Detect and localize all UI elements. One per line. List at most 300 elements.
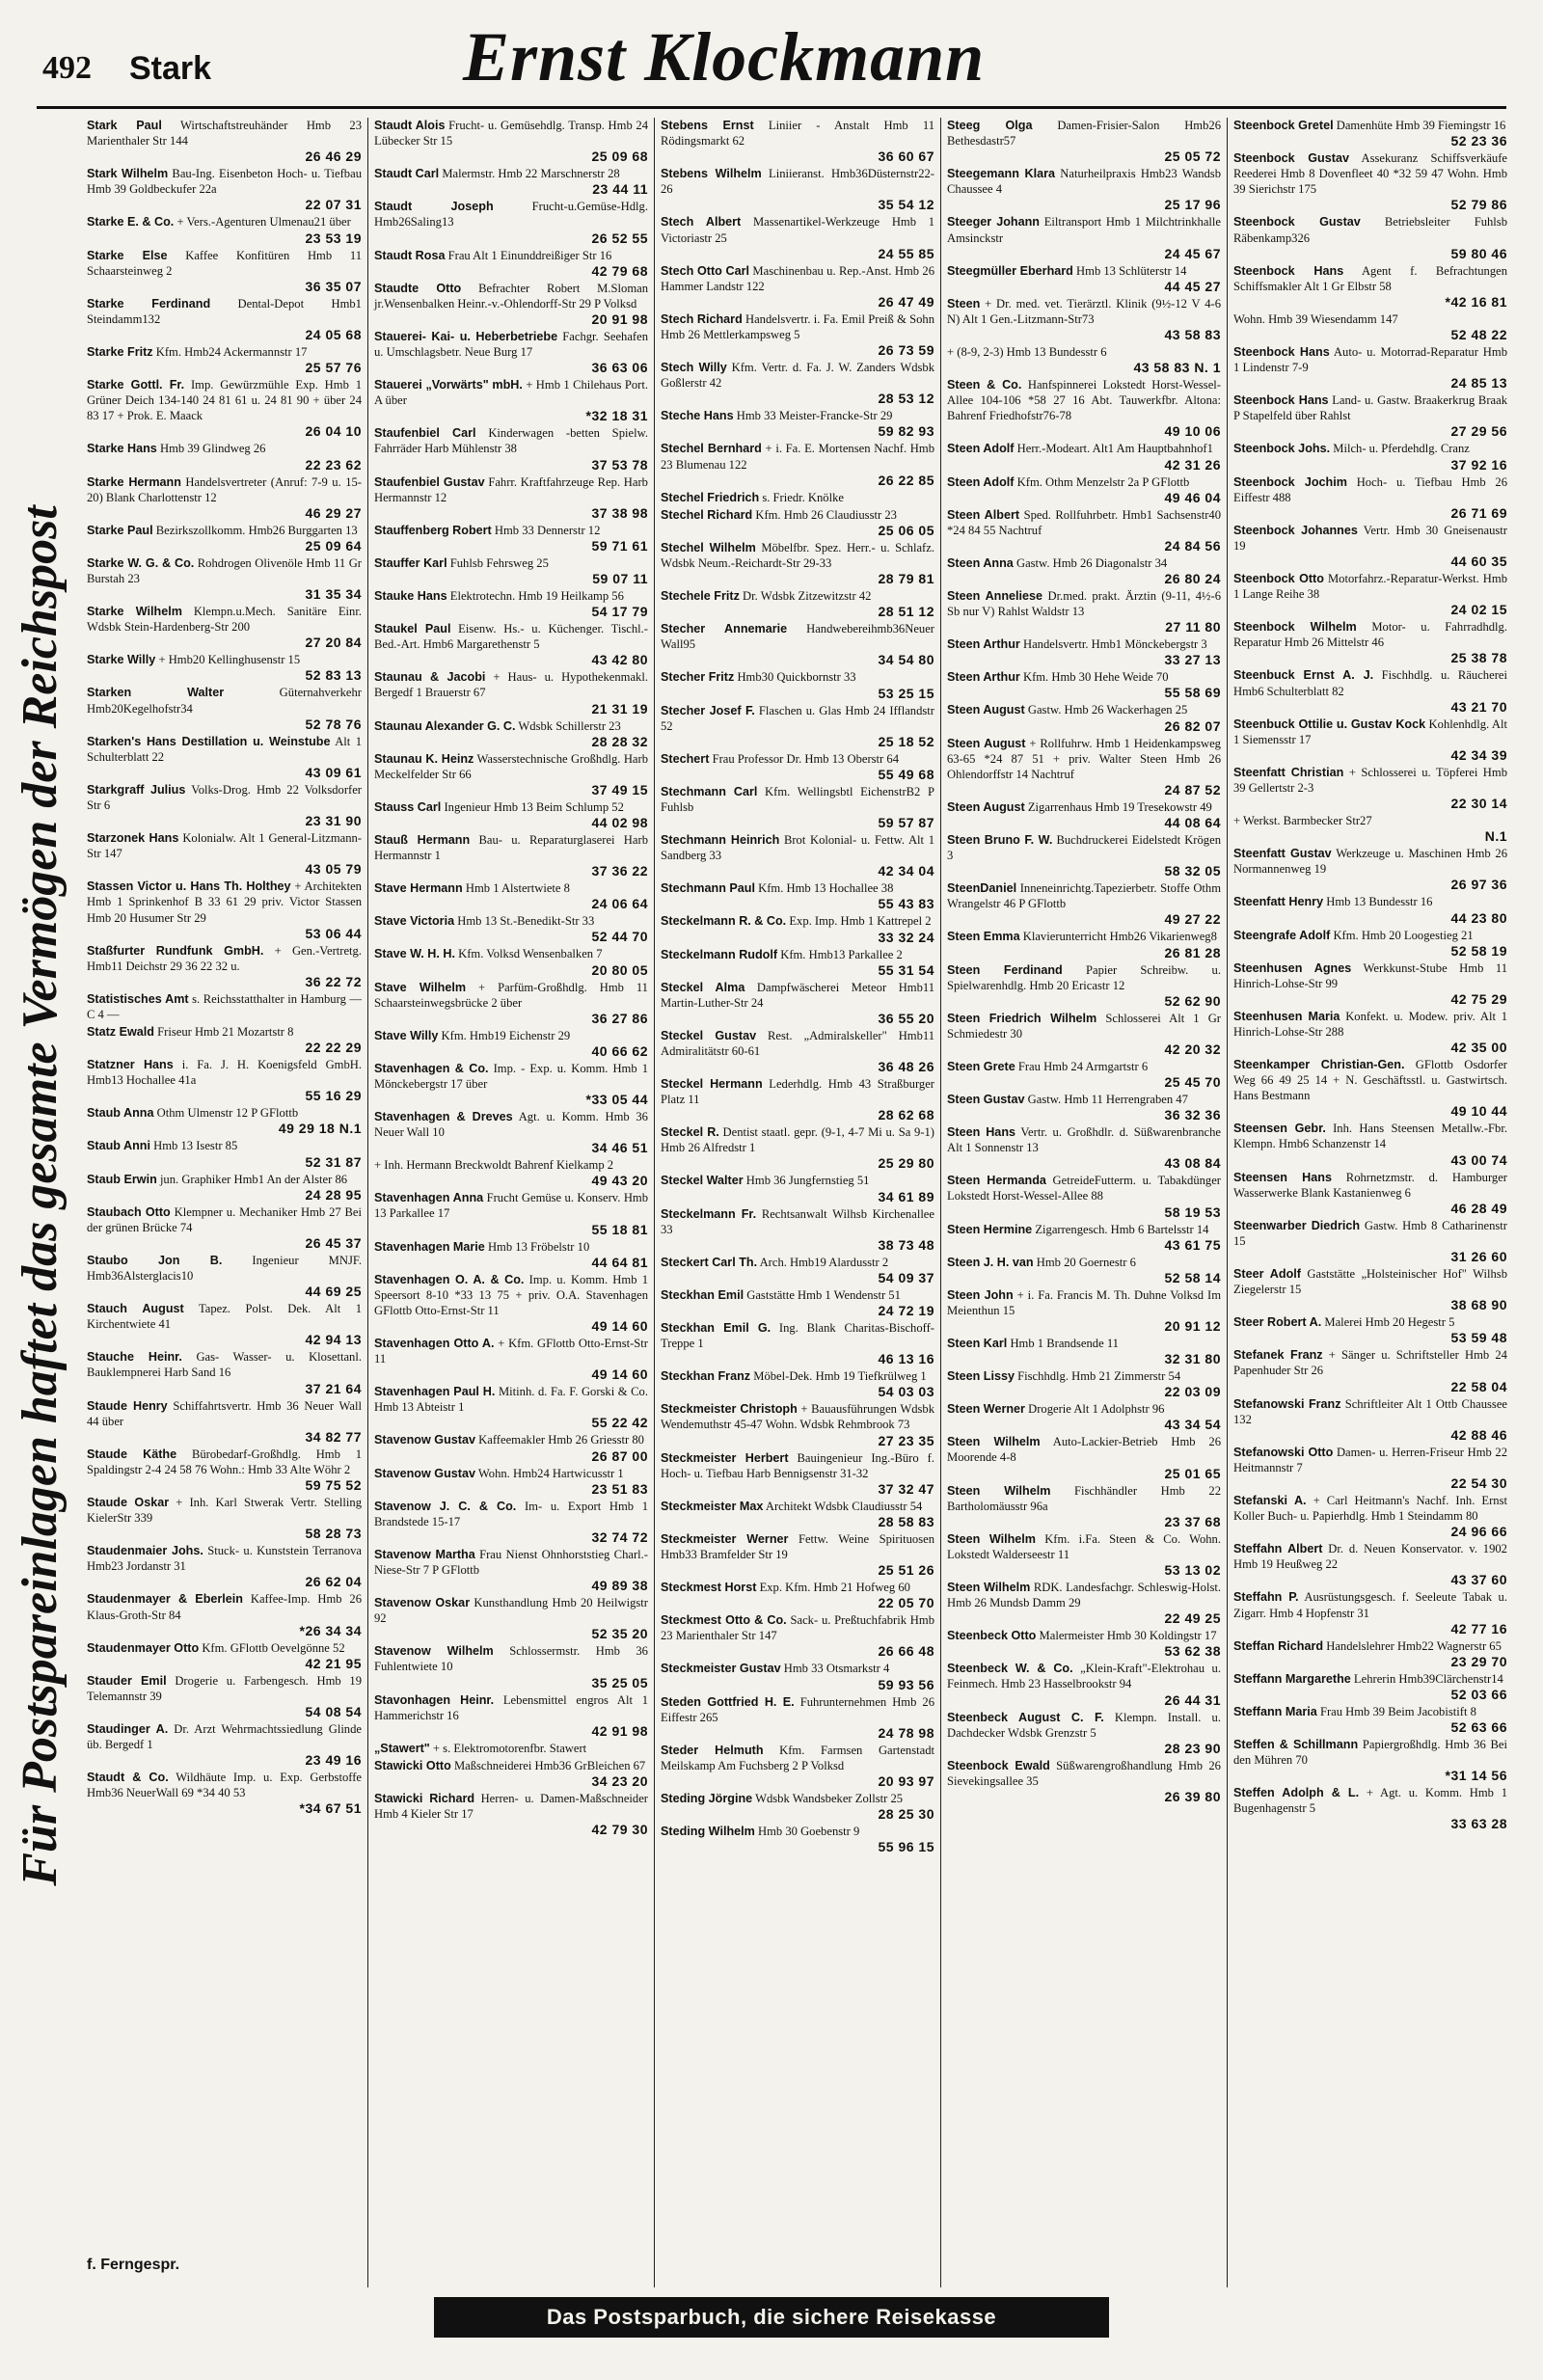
- directory-entry: [1233, 1589, 1507, 1636]
- directory-entry: [661, 490, 934, 505]
- entry-phone: 42 79 68: [591, 262, 648, 279]
- entry-details: Flaschen u. Glas Hmb 24 Ifflandstr 52: [661, 703, 934, 733]
- directory-entry: [947, 214, 1221, 260]
- entry-phone: 35 25 05: [591, 1674, 648, 1690]
- entry-phone: 26 87 00: [591, 1447, 648, 1464]
- entry-phone: 28 51 12: [878, 604, 934, 620]
- directory-entry: [661, 588, 934, 619]
- directory-entry: [1233, 1638, 1507, 1669]
- entry-details: + s. Elektromotorenfbr. Stawert: [432, 1741, 587, 1755]
- entry-details: Kfm. Volksd Wensenbalken 7: [458, 947, 603, 961]
- entry-details: Maßschneiderei Hmb36 GrBleichen 67: [453, 1758, 646, 1772]
- entry-details: Hmb 13 Isestr 85: [153, 1139, 238, 1153]
- entry-phone: 43 05 79: [305, 861, 362, 878]
- entry-name: Staufenbiel Carl: [374, 426, 476, 441]
- entry-phone: 26 82 07: [1164, 717, 1221, 734]
- entry-name: Steegemann Klara: [947, 167, 1056, 181]
- directory-entry: [87, 1349, 362, 1395]
- entry-details: + Hmb20 Kellinghusenstr 15: [158, 653, 301, 667]
- entry-details: Agt. u. Komm. Hmb 36 Neuer Wall 10: [374, 1110, 648, 1140]
- entry-name: Starke W. G. & Co.: [87, 555, 195, 570]
- entry-name: Staunau & Jacobi: [374, 670, 486, 685]
- entry-details: Ausrüstungsgesch. f. Seeleute Tabak u. Zigarr. Hmb 4 Hopfenstr 31: [1233, 1590, 1507, 1620]
- entry-details: Betriebsleiter Fuhlsb Räbenkamp326: [1233, 215, 1507, 245]
- entry-name: Steen Emma: [947, 930, 1020, 944]
- entry-details: Othm Ulmenstr 12 P GFlottb: [156, 1106, 299, 1121]
- entry-name: Stavenhagen & Dreves: [374, 1110, 513, 1124]
- entry-details: Stuck- u. Kunststein Terranova Hmb23 Jordanstr 31: [87, 1544, 362, 1574]
- entry-phone: 43 37 60: [1450, 1572, 1507, 1588]
- entry-name: Stecher Josef F.: [661, 703, 755, 717]
- entry-name: Starkgraff Julius: [87, 782, 186, 797]
- entry-phone: 55 18 81: [591, 1221, 648, 1237]
- directory-entry: [947, 344, 1221, 375]
- directory-entry: [87, 1138, 362, 1169]
- entry-phone: 52 79 86: [1450, 197, 1507, 213]
- directory-entry: [87, 1105, 362, 1136]
- entry-phone: 43 42 80: [591, 652, 648, 668]
- entry-phone: 22 05 70: [878, 1595, 934, 1611]
- entry-details: + Inh. Karl Stwerak Vertr. Stelling KielerStr 339: [87, 1496, 363, 1526]
- directory-entry: [87, 943, 362, 989]
- entry-phone: 49 14 60: [591, 1366, 648, 1383]
- entry-details: Naturheilpraxis Hmb23 Wandsb Chaussee 4: [947, 167, 1221, 197]
- entry-phone: 46 29 27: [305, 504, 362, 521]
- entry-name: Staunau K. Heinz: [374, 751, 474, 766]
- entry-phone: 44 08 64: [1164, 814, 1221, 830]
- entry-details: s. Friedr. Knölke: [762, 490, 844, 504]
- entry-name: Steen Friedrich Wilhelm: [947, 1011, 1097, 1025]
- entry-phone: 42 34 39: [1450, 746, 1507, 763]
- entry-details: Imp. Gewürzmühle Exp. Hmb 1 Grüner Deich 134-140 24 81 61 u. 24 81 90 + über 24 83 17 + Prok. E. Maack: [87, 378, 362, 423]
- entry-details: Mitinh. d. Fa. F. Gorski & Co. Hmb 13 Abteistr 1: [374, 1385, 648, 1415]
- entry-name: Stavenhagen Otto A.: [374, 1337, 495, 1351]
- entry-name: Steenbock Hans: [1233, 344, 1330, 359]
- entry-details: Imp. - Exp. u. Komm. Hmb 1 Mönckebergstr 17 über: [374, 1061, 648, 1091]
- entry-name: Stavenhagen Anna: [374, 1191, 484, 1205]
- entry-name: Steckelmann R. & Co.: [661, 914, 787, 929]
- entry-phone: 36 22 72: [305, 973, 362, 989]
- directory-entry: [374, 248, 648, 279]
- entry-name: Steckhan Emil: [661, 1287, 744, 1302]
- entry-name: Steenbeck W. & Co.: [947, 1662, 1073, 1676]
- entry-details: Hmb30 Quickbornstr 33: [737, 670, 856, 685]
- entry-phone: 43 00 74: [1450, 1151, 1507, 1168]
- entry-name: Steding Jörgine: [661, 1792, 753, 1805]
- entry-phone: 42 94 13: [305, 1332, 362, 1348]
- entry-phone: 20 91 98: [591, 311, 648, 327]
- directory-entry: [1233, 1671, 1507, 1702]
- entry-details: Gastw. Hmb 11 Herrengraben 47: [1027, 1093, 1188, 1107]
- entry-phone: 34 54 80: [878, 652, 934, 668]
- entry-phone: 59 71 61: [591, 537, 648, 554]
- entry-details: + Dr. med. vet. Tierärztl. Klinik (9½-12 V 4-6 N) Alt 1 Gen.-Litzmann-Str73: [947, 296, 1222, 326]
- directory-entry: [661, 1791, 934, 1822]
- entry-phone: 59 07 11: [592, 570, 648, 586]
- entry-name: Steer Robert A.: [1233, 1315, 1322, 1330]
- directory-entry: [87, 1640, 362, 1671]
- entry-name: SteenDaniel: [947, 881, 1017, 896]
- entry-details: Schlosserei Alt 1 Gr Schmiedestr 30: [947, 1011, 1221, 1041]
- entry-details: Klempn.u.Mech. Sanitäre Einr. Wdsbk Stein-Hardenberg-Str 200: [87, 605, 362, 635]
- entry-details: Lehrerin Hmb39Clärchenstr14: [1353, 1671, 1503, 1686]
- directory-entry: [661, 1580, 934, 1610]
- entry-name: Staßfurter Rundfunk GmbH.: [87, 943, 264, 958]
- entry-details: Wirtschaftstreuhänder Hmb 23 Marienthaler Str 144: [87, 119, 362, 149]
- entry-details: Wildhäute Imp. u. Exp. Gerbstoffe Hmb36 NeuerWall 69 *34 40 53: [87, 1771, 363, 1800]
- entry-details: Massenartikel-Werkzeuge Hmb 1 Victoriastr 25: [661, 215, 934, 245]
- entry-details: Papiergroßhdlg. Hmb 36 Bei den Mühren 70: [1233, 1738, 1507, 1768]
- entry-name: Steckhan Emil G.: [661, 1321, 772, 1336]
- entry-details: Zigarrengesch. Hmb 6 Bartelsstr 14: [1035, 1222, 1209, 1236]
- entry-phone: 54 08 54: [305, 1704, 362, 1719]
- entry-phone: 49 29 18 N.1: [278, 1121, 362, 1137]
- directory-entry: [947, 507, 1221, 554]
- directory-entry: [87, 652, 362, 683]
- entry-name: Stavenow Gustav: [374, 1433, 475, 1447]
- entry-phone: 37 36 22: [591, 863, 648, 879]
- entry-phone: 28 23 90: [1164, 1740, 1221, 1756]
- entry-name: Starken's Hans Destillation u. Weinstube: [87, 734, 331, 748]
- entry-details: Handwebereihmb36Neuer Wall95: [661, 622, 934, 652]
- entry-name: Steegmüller Eberhard: [947, 263, 1073, 278]
- entry-details: Süßwarengroßhandlung Hmb 26 Sievekingsallee 35: [947, 1758, 1221, 1788]
- entry-name: Stavenhagen Marie: [374, 1239, 485, 1254]
- entry-name: Steenfatt Christian: [1233, 765, 1344, 779]
- directory-entry: [947, 1336, 1221, 1366]
- entry-name: Steffen Adolph & L.: [1233, 1786, 1360, 1800]
- entry-details: Motor- u. Fahrradhdlg. Reparatur Hmb 26 Mittelstr 46: [1233, 620, 1508, 650]
- directory-entry: [947, 1531, 1221, 1578]
- directory-entry: [661, 118, 934, 164]
- entry-phone: 27 20 84: [305, 635, 362, 651]
- entry-name: Steckelmann Rudolf: [661, 947, 778, 961]
- directory-entry: [661, 1173, 934, 1204]
- directory-entry: [374, 1499, 648, 1545]
- entry-details: Kohlenhdlg. Alt 1 Siemensstr 17: [1233, 717, 1507, 746]
- entry-details: Werkzeuge u. Maschinen Hmb 26 Normannenweg 19: [1233, 847, 1508, 877]
- entry-details: + Bauausführungen Wdsbk Wendemuthstr 45-47 Wohn. Wdsbk Rehmbrook 73: [661, 1402, 934, 1432]
- entry-phone: 22 22 29: [305, 1040, 362, 1056]
- directory-entry: [87, 604, 362, 650]
- entry-name: Steche Hans: [661, 409, 734, 423]
- entry-phone: 24 84 56: [1164, 537, 1221, 554]
- entry-details: Kfm. Othm Menzelstr 2a P GFlottb: [1016, 474, 1190, 489]
- directory-entry: [374, 1547, 648, 1593]
- directory-entry: [661, 703, 934, 749]
- entry-name: Steenbuck Ottilie u. Gustav Kock: [1233, 717, 1426, 731]
- entry-phone: 52 48 22: [1450, 326, 1507, 342]
- entry-phone: 44 45 27: [1164, 278, 1221, 294]
- entry-details: Hmb 13 Fröbelstr 10: [487, 1239, 590, 1254]
- directory-entry: [87, 1172, 362, 1203]
- entry-details: + Haus- u. Hypothekenmakl. Bergedf 1 Brauerstr 67: [374, 670, 648, 700]
- entry-name: Staudt Rosa: [374, 248, 446, 262]
- entry-phone: 25 29 80: [878, 1155, 934, 1172]
- entry-name: Steengrafe Adolf: [1233, 928, 1331, 942]
- entry-details: Kolonialw. Alt 1 General-Litzmann-Str 147: [87, 831, 362, 861]
- entry-details: + Carl Heitmann's Nachf. Inh. Ernst Koller Buch- u. Papierhdlg. Hmb 1 Steindamm 80: [1233, 1494, 1508, 1524]
- entry-name: Staunau Alexander G. C.: [374, 718, 516, 733]
- directory-column: [81, 118, 367, 2287]
- entry-name: Stebens Wilhelm: [661, 167, 762, 181]
- directory-entry: [947, 1287, 1221, 1334]
- entry-details: Malerei Hmb 20 Hegestr 5: [1324, 1315, 1455, 1330]
- entry-details: Bau- u. Reparaturglaserei Harb Hermannstr 1: [374, 832, 648, 863]
- entry-details: Alt 1 Schulterblatt 22: [87, 734, 362, 764]
- directory-entry: [1233, 1121, 1507, 1167]
- directory-entry: [661, 784, 934, 830]
- entry-details: Exp. Imp. Hmb 1 Kattrepel 2: [789, 914, 932, 929]
- entry-name: Steding Wilhelm: [661, 1825, 755, 1839]
- directory-entry: [87, 1543, 362, 1589]
- entry-phone: 43 09 61: [305, 764, 362, 780]
- entry-details: + Parfüm-Großhdlg. Hmb 11 Schaarsteinwegsbrücke 2 über: [374, 980, 648, 1010]
- entry-name: Steen J. H. van: [947, 1255, 1034, 1269]
- entry-phone: 40 66 62: [591, 1042, 648, 1059]
- entry-details: Kfm. Hmb19 Eichenstr 29: [441, 1028, 571, 1042]
- entry-details: RDK. Landesfachgr. Schleswig-Holst. Hmb 26 Mundsb Damm 29: [947, 1581, 1221, 1610]
- directory-entry: [661, 408, 934, 439]
- entry-name: Steffen & Schillmann: [1233, 1738, 1359, 1751]
- directory-entry: [374, 1791, 648, 1837]
- directory-entry: [947, 832, 1221, 879]
- entry-details: Kunsthandlung Hmb 20 Heilwigstr 92: [374, 1596, 648, 1626]
- directory-entry: [947, 929, 1221, 960]
- entry-details: „Klein-Kraft"-Elektrohau u. Feinmech. Hmb 23 Hasselbrookstr 94: [947, 1662, 1221, 1691]
- entry-details: Gaststätte „Holsteinischer Hof" Wilhsb Ziegelerstr 15: [1233, 1267, 1507, 1297]
- entry-phone: 36 55 20: [878, 1010, 934, 1026]
- directory-entry: [1233, 311, 1507, 342]
- directory-entry: [1233, 765, 1507, 811]
- entry-details: i. Fa. J. H. Koenigsfeld GmbH. Hmb13 Hochallee 41a: [87, 1058, 362, 1088]
- entry-phone: 49 10 06: [1164, 423, 1221, 440]
- entry-name: Stavenow Wilhelm: [374, 1644, 494, 1659]
- entry-name: Staub Erwin: [87, 1172, 157, 1186]
- directory-entry: [1233, 1493, 1507, 1539]
- entry-phone: 49 27 22: [1164, 911, 1221, 928]
- entry-phone: 25 45 70: [1164, 1074, 1221, 1091]
- directory-entry: [374, 199, 648, 245]
- directory-entry: [1233, 1170, 1507, 1216]
- entry-name: Stavenow Oskar: [374, 1596, 471, 1610]
- entry-name: Stave Victoria: [374, 914, 455, 929]
- entry-details: Kaffee Konfitüren Hmb 11 Schaarsteinweg 2: [87, 248, 362, 278]
- entry-name: Staudenmayer Otto: [87, 1640, 200, 1655]
- directory-entry: [1233, 717, 1507, 763]
- entry-details: Fuhrunternehmen Hmb 26 Eiffestr 265: [661, 1694, 934, 1724]
- entry-name: Staub Anna: [87, 1106, 154, 1121]
- entry-phone: *32 18 31: [585, 408, 648, 424]
- entry-details: Gastw. Hmb 26 Diagonalstr 34: [1015, 555, 1168, 570]
- entry-phone: 52 23 36: [1450, 133, 1507, 149]
- entry-name: Steden Gottfried H. E.: [661, 1694, 795, 1709]
- directory-entry: [374, 718, 648, 749]
- entry-phone: *34 67 51: [299, 1800, 362, 1817]
- entry-details: Frau Hmb 39 Beim Jacobistift 8: [1319, 1704, 1476, 1718]
- entry-name: Steffann Maria: [1233, 1704, 1317, 1718]
- entry-name: Steen Karl: [947, 1337, 1008, 1351]
- entry-details: Inh. Hans Steensen Metallw.-Fbr. Klempn. Hmb6 Schanzenstr 14: [1233, 1122, 1507, 1151]
- entry-phone: 43 21 70: [1450, 698, 1507, 715]
- entry-details: Dr. Wdsbk Zitzewitzstr 42: [743, 589, 872, 604]
- entry-name: Stechel Wilhelm: [661, 540, 756, 554]
- entry-phone: 33 63 28: [1450, 1816, 1507, 1832]
- entry-phone: 27 11 80: [1165, 619, 1221, 636]
- entry-phone: 27 23 35: [878, 1432, 934, 1448]
- entry-details: Wdsbk Schillerstr 23: [518, 718, 621, 733]
- entry-name: Steffahn Albert: [1233, 1542, 1323, 1556]
- directory-entry: [374, 946, 648, 977]
- directory-entry: [947, 1434, 1221, 1480]
- entry-details: Hmb 33 Otsmarkstr 4: [783, 1662, 890, 1676]
- entry-name: Steenbeck Otto: [947, 1629, 1037, 1643]
- entry-name: Steckmest Otto & Co.: [661, 1613, 787, 1628]
- entry-phone: 42 31 26: [1164, 456, 1221, 473]
- entry-details: Malermeister Hmb 30 Koldingstr 17: [1039, 1629, 1217, 1643]
- entry-name: Steensen Hans: [1233, 1170, 1332, 1184]
- entry-phone: 42 75 29: [1450, 990, 1507, 1007]
- entry-phone: 43 08 84: [1164, 1155, 1221, 1172]
- directory-entry: [374, 1643, 648, 1690]
- entry-phone: 43 58 83 N. 1: [1133, 360, 1221, 376]
- directory-entry: [947, 1173, 1221, 1219]
- entry-name: Staukel Paul: [374, 622, 451, 636]
- entry-details: Werkkunst-Stube Hmb 11 Hinrich-Lohse-Str 99: [1233, 960, 1507, 990]
- directory-entry: [947, 962, 1221, 1009]
- entry-phone: 34 82 77: [305, 1428, 362, 1445]
- entry-phone: 26 45 37: [305, 1234, 362, 1251]
- entry-details: Handelsvertr. Hmb1 Mönckebergstr 3: [1022, 637, 1207, 652]
- entry-details: Kfm. Hmb 26 Claudiusstr 23: [755, 507, 897, 522]
- entry-details: Eisenw. Hs.- u. Küchenger. Tischl.-Bed.-Art. Hmb6 Margarethenstr 5: [374, 622, 648, 652]
- directory-entry: [947, 1059, 1221, 1090]
- entry-details: Herren- u. Damen-Maßschneider Hmb 4 Kieler Str 17: [374, 1792, 648, 1822]
- directory-entry: [661, 1824, 934, 1854]
- entry-details: Auto-Lackier-Betrieb Hmb 26 Moorende 4-8: [947, 1435, 1221, 1465]
- entry-name: Steen Wilhelm: [947, 1581, 1031, 1595]
- entry-details: Herr.-Modeart. Alt1 Am Hauptbahnhof1: [1016, 442, 1213, 456]
- entry-name: Steenwarber Diedrich: [1233, 1218, 1361, 1232]
- entry-phone: 26 97 36: [1450, 877, 1507, 893]
- entry-name: Steen Hans: [947, 1125, 1016, 1140]
- entry-phone: 36 60 67: [878, 149, 934, 165]
- entry-phone: 42 21 95: [305, 1655, 362, 1671]
- entry-name: Steeg Olga: [947, 119, 1033, 132]
- directory-entry: [947, 296, 1221, 342]
- entry-name: Stauffer Karl: [374, 555, 447, 570]
- entry-name: Steenbock Wilhelm: [1233, 620, 1357, 635]
- entry-details: Milch- u. Pferdehdlg. Cranz: [1333, 442, 1470, 456]
- entry-name: Steer Adolf: [1233, 1267, 1301, 1282]
- directory-entry: [87, 1253, 362, 1299]
- entry-name: Steen Bruno F. W.: [947, 832, 1053, 847]
- entry-details: Gaststätte Hmb 1 Wendenstr 51: [746, 1287, 901, 1302]
- entry-phone: 22 58 04: [1450, 1378, 1507, 1394]
- directory-entry: [947, 1255, 1221, 1285]
- directory-entry: [1233, 1314, 1507, 1345]
- entry-details: Dental-Depot Hmb1 Steindamm132: [87, 296, 362, 326]
- entry-name: Stawicki Otto: [374, 1758, 451, 1772]
- entry-phone: 52 35 20: [591, 1626, 648, 1642]
- entry-details: Volks-Drog. Hmb 22 Volksdorfer Str 6: [87, 782, 362, 812]
- entry-name: Stefanski A.: [1233, 1494, 1307, 1508]
- entry-phone: 55 16 29: [305, 1088, 362, 1104]
- directory-entry: [661, 1499, 934, 1529]
- directory-entry: [661, 880, 934, 911]
- directory-entry: [1233, 392, 1507, 439]
- entry-details: Kfm. Hmb13 Parkallee 2: [780, 947, 903, 961]
- entry-phone: 55 96 15: [878, 1839, 934, 1855]
- directory-entry: [661, 1401, 934, 1447]
- entry-details: Kfm. GFlottb Oevelgönne 52: [202, 1640, 345, 1655]
- directory-entry: [374, 669, 648, 716]
- entry-name: Staude Käthe: [87, 1447, 177, 1461]
- directory-column: [1227, 118, 1513, 2287]
- entry-details: + Werkst. Barmbecker Str27: [1233, 814, 1372, 828]
- entry-phone: 46 13 16: [878, 1351, 934, 1367]
- entry-phone: 52 83 13: [305, 667, 362, 684]
- entry-phone: 54 09 37: [878, 1269, 934, 1285]
- entry-phone: 35 54 12: [878, 197, 934, 213]
- entry-name: Steckel Walter: [661, 1174, 744, 1188]
- directory-column: [940, 118, 1227, 2287]
- entry-phone: 34 23 20: [591, 1773, 648, 1789]
- entry-name: Stechmann Heinrich: [661, 833, 780, 848]
- entry-name: Staufenbiel Gustav: [374, 474, 485, 489]
- entry-phone: 31 26 60: [1450, 1249, 1507, 1265]
- entry-phone: 23 51 83: [591, 1480, 648, 1497]
- entry-name: Staude Oskar: [87, 1496, 170, 1510]
- entry-details: Fischhdlg. u. Räucherei Hmb6 Schulterblatt 82: [1233, 668, 1507, 698]
- entry-phone: 53 59 48: [1450, 1330, 1507, 1346]
- entry-details: Handelsvertreter (Anruf: 7-9 u. 15-20) Blank Charlottenstr 12: [87, 474, 363, 504]
- entry-name: Stech Richard: [661, 311, 743, 326]
- entry-name: Stawicki Richard: [374, 1792, 475, 1805]
- entry-phone: 26 71 69: [1450, 504, 1507, 521]
- entry-name: Staudinger A.: [87, 1722, 169, 1736]
- entry-name: Starke Wilhelm: [87, 605, 182, 619]
- entry-name: Steenbock Gustav: [1233, 151, 1349, 166]
- entry-details: Güternahverkehr Hmb20Kegelhofstr34: [87, 686, 362, 716]
- entry-details: Schriftleiter Alt 1 Ottb Chaussee 132: [1233, 1396, 1508, 1426]
- directory-entry: [947, 588, 1221, 635]
- entry-details: Klempn. Install. u. Dachdecker Wdsbk Grenzstr 5: [947, 1710, 1221, 1740]
- entry-details: GFlottb Osdorfer Weg 66 49 25 14 + N. Geschäftsstl. u. Gastwirtsch. Hans Bestmann: [1233, 1058, 1507, 1103]
- entry-phone: 28 25 30: [878, 1806, 934, 1823]
- entry-phone: 20 91 12: [1164, 1318, 1221, 1335]
- entry-name: Stauss Carl: [374, 799, 442, 814]
- entry-phone: 33 32 24: [878, 929, 934, 945]
- entry-details: Klavierunterricht Hmb26 Vikarienweg8: [1022, 930, 1217, 944]
- directory-entry: [947, 880, 1221, 927]
- entry-details: Gas- Wasser- u. Klosettanl. Bauklempnerei Harb Sand 16: [87, 1350, 362, 1380]
- directory-entry: [661, 1287, 934, 1318]
- entry-details: Gastw. Hmb 8 Catharinenstr 15: [1233, 1218, 1507, 1248]
- entry-name: Steen Arthur: [947, 670, 1020, 685]
- entry-details: Ingenieur MNJF. Hmb36Alsterglacis10: [87, 1253, 362, 1284]
- entry-phone: 24 02 15: [1450, 602, 1507, 618]
- entry-phone: *31 14 56: [1445, 1768, 1507, 1784]
- entry-name: Stefanowski Franz: [1233, 1396, 1341, 1411]
- entry-phone: 59 75 52: [305, 1477, 362, 1494]
- entry-name: Steffan Richard: [1233, 1638, 1324, 1653]
- entry-details: Hmb 13 Bundesstr 16: [1326, 895, 1433, 909]
- entry-name: Steenbock Hans: [1233, 263, 1344, 278]
- entry-details: + Kfm. GFlottb Otto-Ernst-Str 11: [374, 1337, 648, 1366]
- entry-phone: 37 49 15: [591, 781, 648, 798]
- entry-name: Stavenhagen & Co.: [374, 1061, 489, 1075]
